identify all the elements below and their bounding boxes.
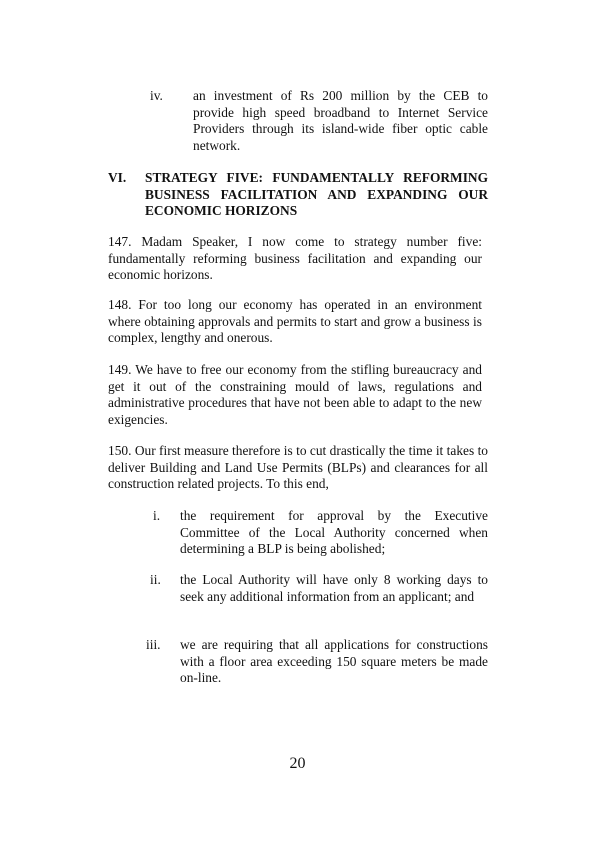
list-item-ii [150, 572, 488, 622]
paragraph-149: 149. We have to free our economy from the stifling bureaucracy and get it out of the constraining mould of laws, regulations and administrative procedures that have not been able to adapt to the new exigencies. [108, 362, 482, 427]
paragraph-147: 147. Madam Speaker, I now come to strategy number five: fundamentally reforming business facilitation and expanding our economic horizons. [108, 234, 482, 282]
list-marker: iii. [146, 637, 161, 652]
list-item-text: we are requiring that all applications for constructions with a floor area exceeding 150 square meters be made on-line. [180, 637, 488, 685]
list-item-i [153, 508, 488, 558]
list-item-text: the Local Authority will have only 8 working days to seek any additional information from an applicant; and [180, 572, 488, 604]
section-number: VI. [108, 170, 127, 185]
list-item-iv [150, 88, 488, 154]
page-number: 20 [289, 755, 306, 772]
list-marker: iv. [150, 88, 163, 103]
list-item-text: an investment of Rs 200 million by the CEB to provide high speed broadband to Internet Service Providers through its island-wide fiber optic cable network. [193, 88, 488, 153]
list-marker: i. [153, 508, 161, 523]
paragraph-150: 150. Our first measure therefore is to cut drastically the time it takes to deliver Building and Land Use Permits (BLPs) and clearances for all construction related projects. To this end, [108, 443, 488, 491]
section-title: STRATEGY FIVE: FUNDAMENTALLY REFORMING BUSINESS FACILITATION AND EXPANDING OUR ECONOMIC HORIZONS [145, 170, 488, 218]
paragraph-148: 148. For too long our economy has operated in an environment where obtaining approvals and permits to start and grow a business is complex, lengthy and onerous. [108, 297, 482, 345]
list-item-iii [146, 637, 488, 687]
list-marker: ii. [150, 572, 161, 587]
list-item-text: the requirement for approval by the Executive Committee of the Local Authority concerned when determining a BLP is being abolished; [180, 508, 488, 556]
